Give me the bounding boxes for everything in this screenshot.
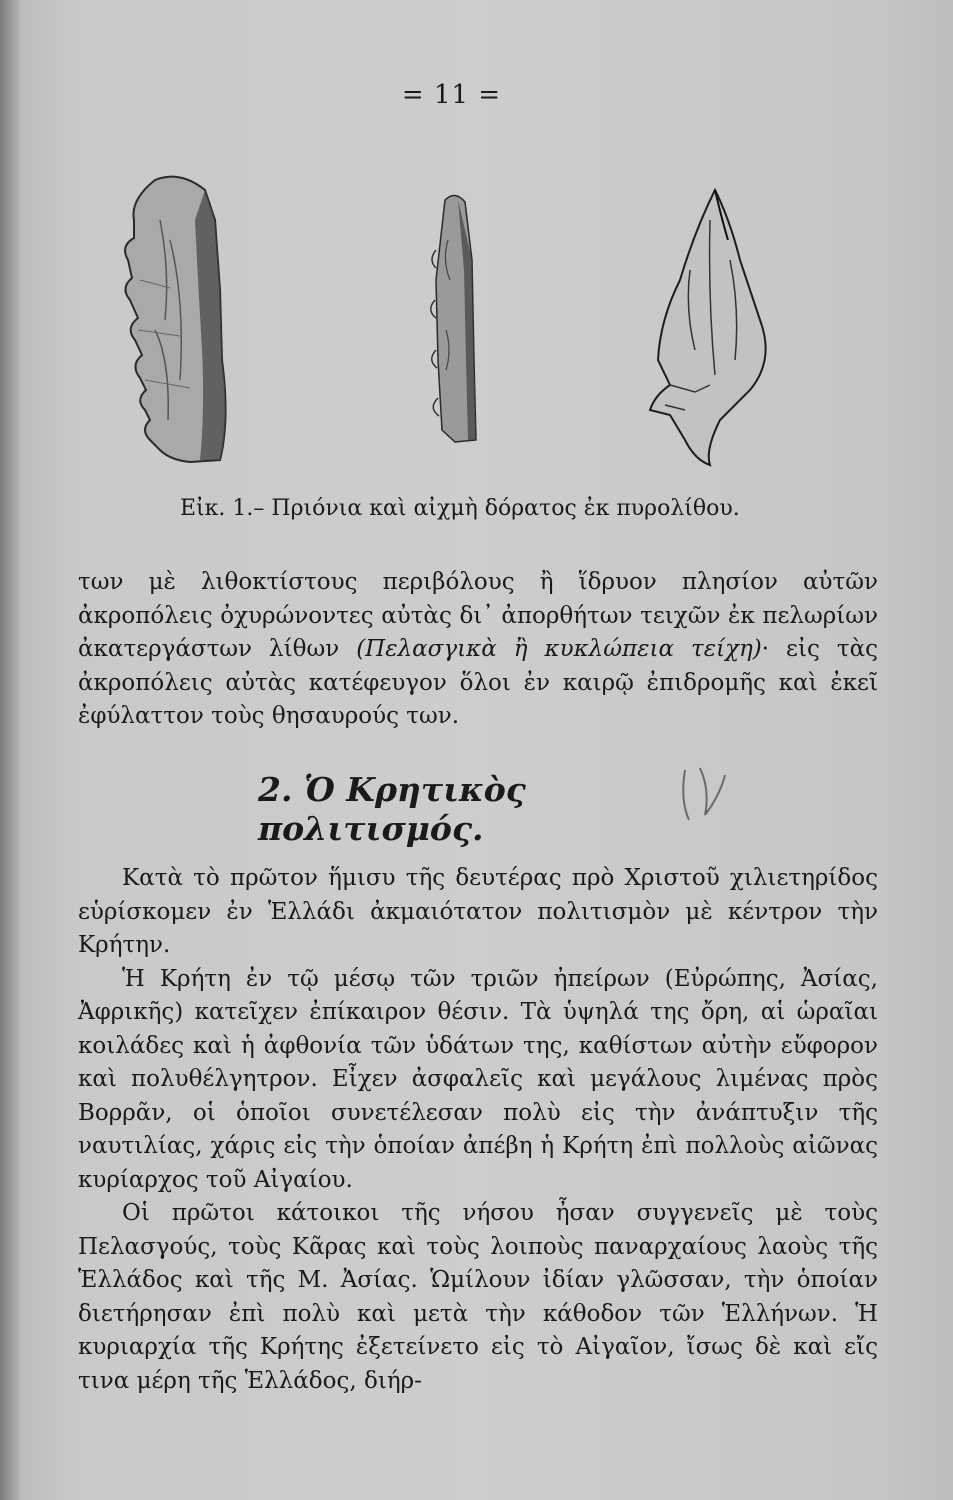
paragraph-body [78,862,878,1398]
paragraph-intro [78,566,878,734]
flint-tools-figure [110,160,830,500]
page-edge-shadow [0,0,22,1500]
flint-saw-illustration-middle [431,195,476,442]
flint-spearhead-illustration [650,190,766,465]
figure-caption: Εἰκ. 1.– Πριόνια καὶ αἰχμὴ δόρατος ἐκ πυρολίθου. [180,496,740,521]
paragraph-crete-inhabitants: Οἱ πρῶτοι κάτοικοι τῆς νήσου ἦσαν συγγενεῖς μὲ τοὺς Πελασγούς, τοὺς Κᾶρας καὶ τοὺς λοιποὺς παναρχαίους λαοὺς τῆς Ἑλλάδος καὶ τῆς Μ. Ἀσίας. Ὡμίλουν ἰδίαν γλῶσσαν, τὴν ὁποίαν διετήρησαν ἐπὶ πολὺ καὶ μετὰ τὴν κάθοδον τῶν Ἑλλήνων. Ἡ κυριαρχία τῆς Κρήτης ἐξετείνετο εἰς τὸ Αἰγαῖον, ἴσως δὲ καὶ εἴς τινα μέρη τῆς Ἑλλάδος, διήρ- [78,1200,878,1394]
paragraph-intro-text-start: των μὲ λιθοκτίστους περιβόλους ἢ ἵδρυον πλησίον αὐτῶν ἀκροπόλεις ὀχυρώνοντες αὐτὰς δι᾽ ἀπορθήτων τειχῶν ἐκ πελωρίων ἀκατεργάστων λίθων [78,569,878,662]
paragraph-crete-geography: Ἡ Κρήτη ἐν τῷ μέσῳ τῶν τριῶν ἠπείρων (Εὐρώπης, Ἀσίας, Ἀφρικῆς) κατεῖχεν ἐπίκαιρον θέσιν. Τὰ ὑψηλά της ὄρη, αἱ ὡραῖαι κοιλάδες καὶ ἡ ἀφθονία τῶν ὑδάτων της, καθίστων αὐτὴν εὔφορον καὶ πολυθέλγητρον. Εἶχεν ἀσφαλεῖς καὶ μεγάλους λιμένας πρὸς Βορρᾶν, οἱ ὁποῖοι συνετέλεσαν πολὺ εἰς τὴν ἀνάπτυξιν τῆς ναυτιλίας, χάρις εἰς τὴν ὁποίαν ἀπέβη ἡ Κρήτη ἐπὶ πολλοὺς αἰῶνας κυρίαρχος τοῦ Αἰγαίου. [78,965,878,1193]
section-heading: 2. Ὁ Κρητικὸς πολιτισμός. [258,770,526,848]
paragraph-crete-intro: Κατὰ τὸ πρῶτον ἥμισυ τῆς δευτέρας πρὸ Χριστοῦ χιλιετηρίδος εὑρίσκομεν ἐν Ἑλλάδι ἀκμαιότατον πολιτισμὸν μὲ κέντρον τὴν Κρήτην. [78,865,878,958]
page-number: = 11 = [401,80,502,110]
flint-saw-illustration-left [125,177,225,462]
paragraph-intro-italic: (Πελασγικὰ ἢ κυκλώπεια τείχη) [356,636,762,662]
pencil-annotation-mark [675,760,735,830]
paragraph-intro-text-end: · εἰς τὰς ἀκροπόλεις αὐτὰς κατέφευγον ὅλοι ἐν καιρῷ ἐπιδρομῆς καὶ ἐκεῖ ἐφύλαττον τοὺς θησαυρούς των. [78,636,878,729]
